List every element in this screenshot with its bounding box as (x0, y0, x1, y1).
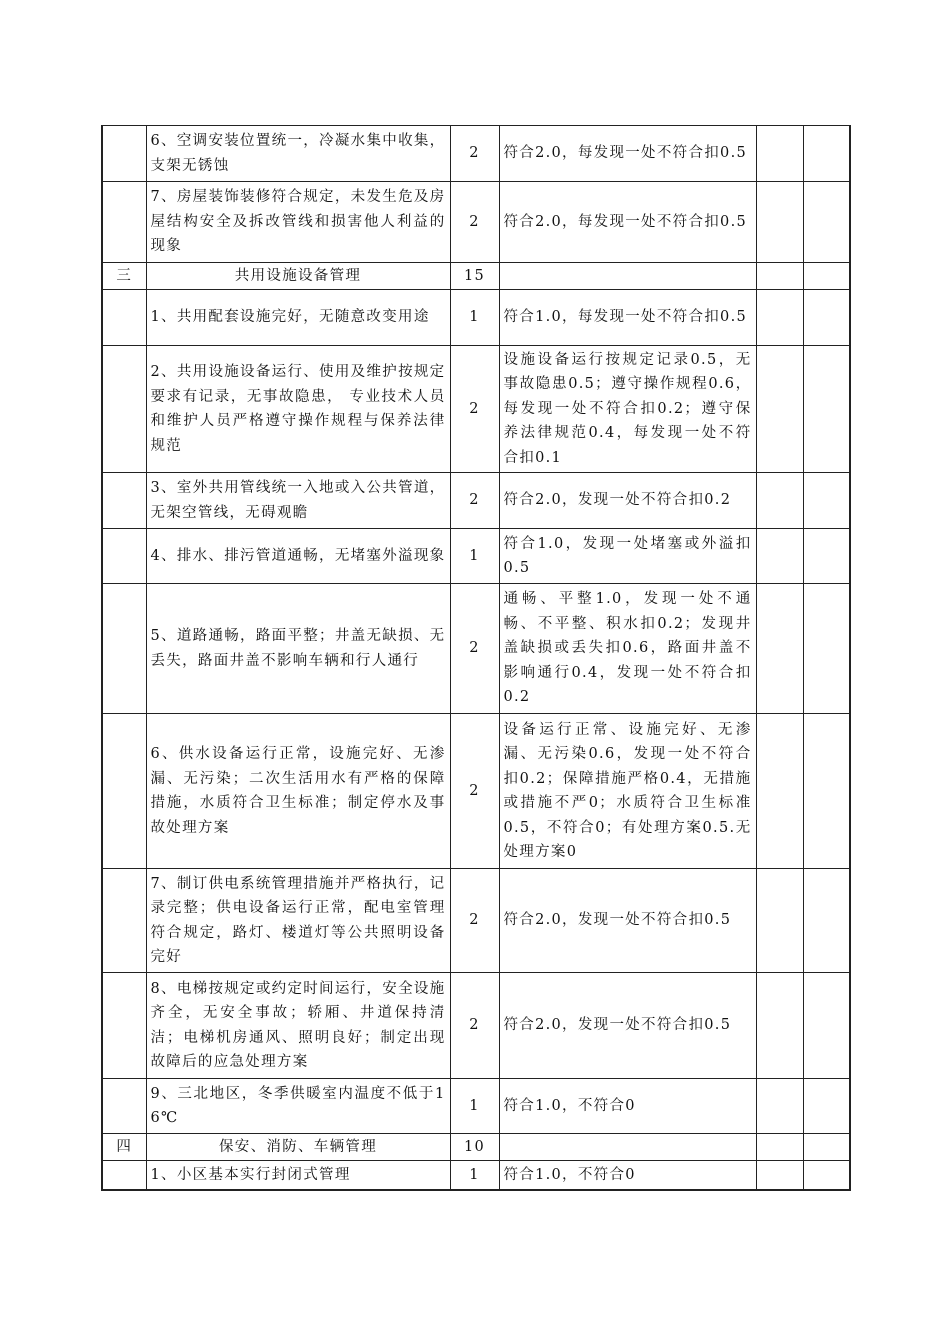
remark-cell (803, 263, 850, 290)
score-cell: 1 (450, 1079, 499, 1134)
rating-cell (756, 973, 803, 1079)
score-cell: 2 (450, 714, 499, 869)
table-row (102, 182, 850, 263)
rating-cell (756, 182, 803, 263)
rating-cell (756, 529, 803, 584)
score-cell: 1 (450, 1161, 499, 1190)
section-number-cell (102, 973, 146, 1079)
rating-cell (756, 126, 803, 182)
standard-cell: 符合2.0，每发现一处不符合扣0.5 (499, 126, 756, 182)
table-row (102, 346, 850, 473)
rating-cell (756, 1079, 803, 1134)
section-number-cell (102, 1079, 146, 1134)
remark-cell (803, 584, 850, 714)
remark-cell (803, 126, 850, 182)
item-cell: 9、三北地区，冬季供暖室内温度不低于16℃ (146, 1079, 450, 1134)
table-row (102, 473, 850, 529)
standard-cell: 符合1.0，每发现一处不符合扣0.5 (499, 290, 756, 346)
standard-cell: 设备运行正常、设施完好、无渗漏、无污染0.6，发现一处不符合扣0.2；保障措施严格0.4，无措施或措施不严0；水质符合卫生标准0.5，不符合0；有处理方案0.5.无处理方案0 (499, 714, 756, 869)
standard-cell: 符合2.0，发现一处不符合扣0.5 (499, 869, 756, 973)
standard-cell: 符合1.0，不符合0 (499, 1161, 756, 1190)
section-title: 保安、消防、车辆管理 (146, 1134, 450, 1161)
section-number-cell (102, 473, 146, 529)
rating-cell (756, 346, 803, 473)
standard-cell: 符合1.0，不符合0 (499, 1079, 756, 1134)
score-cell: 2 (450, 473, 499, 529)
rating-cell (756, 1161, 803, 1190)
item-cell: 8、电梯按规定或约定时间运行，安全设施齐全，无安全事故；轿厢、井道保持清洁；电梯机房通风、照明良好；制定出现故障后的应急处理方案 (146, 973, 450, 1079)
standard-cell: 符合2.0，每发现一处不符合扣0.5 (499, 182, 756, 263)
remark-cell (803, 869, 850, 973)
score-cell: 2 (450, 973, 499, 1079)
remark-cell (803, 290, 850, 346)
table-row (102, 1079, 850, 1134)
table-row (102, 126, 850, 182)
section-score: 15 (450, 263, 499, 290)
section-row (102, 263, 850, 290)
score-cell: 2 (450, 584, 499, 714)
standard-cell: 设施设备运行按规定记录0.5，无事故隐患0.5；遵守操作规程0.6，每发现一处不符合扣0.2；遵守保养法律规范0.4，每发现一处不符合扣0.1 (499, 346, 756, 473)
remark-cell (803, 1161, 850, 1190)
item-cell: 1、共用配套设施完好，无随意改变用途 (146, 290, 450, 346)
score-cell: 2 (450, 869, 499, 973)
assessment-table (101, 125, 851, 1191)
item-cell: 3、室外共用管线统一入地或入公共管道，无架空管线，无碍观瞻 (146, 473, 450, 529)
score-cell: 2 (450, 126, 499, 182)
section-number-cell (102, 126, 146, 182)
table-row (102, 1161, 850, 1190)
remark-cell (803, 1134, 850, 1161)
section-number-cell (102, 584, 146, 714)
score-cell: 1 (450, 529, 499, 584)
section-number-cell (102, 182, 146, 263)
item-cell: 5、道路通畅，路面平整；井盖无缺损、无丢失，路面井盖不影响车辆和行人通行 (146, 584, 450, 714)
rating-cell (756, 869, 803, 973)
standard-cell: 符合2.0，发现一处不符合扣0.2 (499, 473, 756, 529)
section-title: 共用设施设备管理 (146, 263, 450, 290)
remark-cell (803, 529, 850, 584)
remark-cell (803, 473, 850, 529)
section-number-cell (102, 346, 146, 473)
section-number: 四 (102, 1134, 146, 1161)
item-cell: 1、小区基本实行封闭式管理 (146, 1161, 450, 1190)
score-cell: 1 (450, 290, 499, 346)
table-row (102, 714, 850, 869)
section-number-cell (102, 714, 146, 869)
remark-cell (803, 182, 850, 263)
remark-cell (803, 714, 850, 869)
section-row (102, 1134, 850, 1161)
rating-cell (756, 473, 803, 529)
standard-cell: 通畅、平整1.0，发现一处不通畅、不平整、积水扣0.2；发现井盖缺损或丢失扣0.6，路面井盖不影响通行0.4，发现一处不符合扣0.2 (499, 584, 756, 714)
section-number-cell (102, 529, 146, 584)
rating-cell (756, 584, 803, 714)
section-number-cell (102, 1161, 146, 1190)
standard-cell (499, 1134, 756, 1161)
standard-cell (499, 263, 756, 290)
rating-cell (756, 1134, 803, 1161)
rating-cell (756, 290, 803, 346)
table-row (102, 869, 850, 973)
table-row (102, 584, 850, 714)
score-cell: 2 (450, 182, 499, 263)
section-number-cell (102, 869, 146, 973)
item-cell: 6、空调安装位置统一，冷凝水集中收集，支架无锈蚀 (146, 126, 450, 182)
section-score: 10 (450, 1134, 499, 1161)
remark-cell (803, 973, 850, 1079)
score-cell: 2 (450, 346, 499, 473)
standard-cell: 符合1.0，发现一处堵塞或外溢扣0.5 (499, 529, 756, 584)
section-number-cell (102, 290, 146, 346)
section-number: 三 (102, 263, 146, 290)
remark-cell (803, 346, 850, 473)
remark-cell (803, 1079, 850, 1134)
item-cell: 7、制订供电系统管理措施并严格执行，记录完整；供电设备运行正常，配电室管理符合规定，路灯、楼道灯等公共照明设备完好 (146, 869, 450, 973)
item-cell: 7、房屋装饰装修符合规定，未发生危及房屋结构安全及拆改管线和损害他人利益的现象 (146, 182, 450, 263)
item-cell: 2、共用设施设备运行、使用及维护按规定要求有记录，无事故隐患， 专业技术人员和维护人员严格遵守操作规程与保养法律规范 (146, 346, 450, 473)
rating-cell (756, 263, 803, 290)
rating-cell (756, 714, 803, 869)
table-row (102, 529, 850, 584)
item-cell: 6、供水设备运行正常，设施完好、无渗漏、无污染；二次生活用水有严格的保障措施，水质符合卫生标准；制定停水及事故处理方案 (146, 714, 450, 869)
table-row (102, 290, 850, 346)
standard-cell: 符合2.0，发现一处不符合扣0.5 (499, 973, 756, 1079)
item-cell: 4、排水、排污管道通畅，无堵塞外溢现象 (146, 529, 450, 584)
table-row (102, 973, 850, 1079)
